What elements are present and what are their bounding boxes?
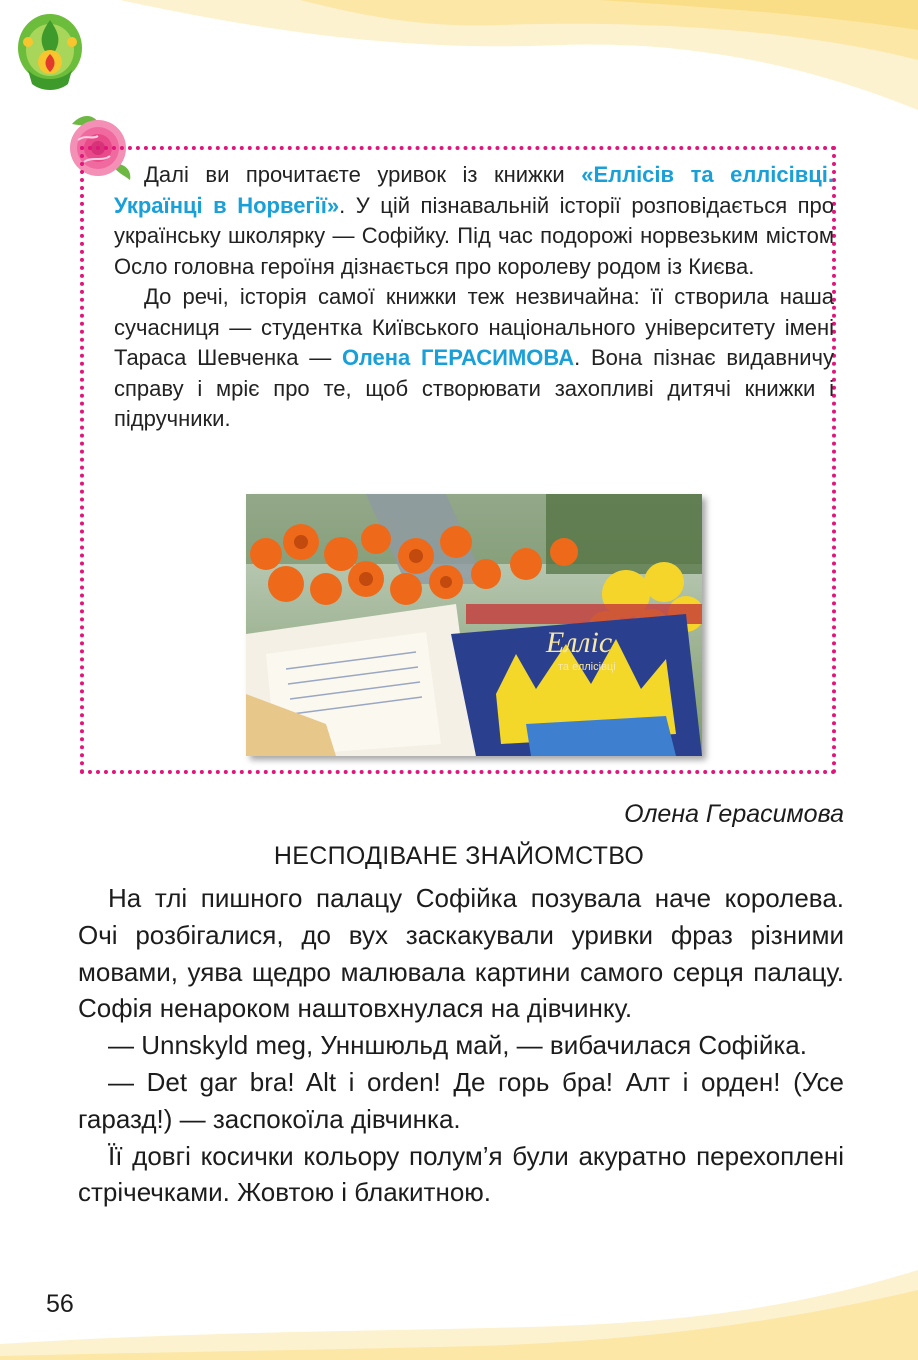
book-cover-title: Елліс	[546, 626, 613, 659]
story-paragraph: — Unnskyld meg, Унншюльд май, — вибачилася Софійка.	[108, 1030, 807, 1061]
intro-paragraph-2	[114, 282, 834, 435]
book-photo	[246, 494, 702, 756]
top-wave-decoration	[0, 0, 918, 130]
folk-ornament-logo-icon	[14, 8, 86, 94]
intro-p1-text: Далі ви прочитаєте уривок із книжки	[144, 162, 582, 187]
book-cover-subtitle: та еллісівці	[558, 661, 616, 673]
story-author: Олена Герасимова	[624, 800, 844, 828]
intro-text	[114, 160, 834, 435]
intro-p2-text-end: . Вона пізнає видавничу справу і мріє про те, щоб створювати захопливі дитячі книжки і підручники.	[114, 345, 834, 431]
author-name-highlight: Олена ГЕРАСИМОВА	[342, 345, 575, 370]
intro-paragraph-1	[114, 160, 834, 282]
intro-p2-text: До речі, історія самої книжки теж незвичайна: її створила наша сучасниця — студентка Київського національного університету імені Тараса Шевченка —	[114, 284, 834, 370]
page-number: 56	[46, 1290, 74, 1318]
bottom-wave-decoration	[0, 1270, 918, 1360]
story-text	[78, 880, 844, 1211]
story-title: НЕСПОДІВАНЕ ЗНАЙОМСТВО	[273, 842, 645, 870]
story-paragraph: — Det gar bra! Alt i orden! Де горь бра! Алт і орден! (Усе гаразд!) — заспокоїла дівчинка.	[78, 1066, 844, 1134]
story-paragraph: На тлі пишного палацу Софійка позувала наче королева. Очі розбігалися, до вух заскакували уривки фраз різними мовами, уява щедро малювала картини самого серця палацу. Софія ненароком наштовхнулася на дівчинку.	[78, 883, 844, 1024]
story-paragraph: Її довгі косички кольору полум’я були акуратно перехоплені стрічечками. Жовтою і блакитною.	[78, 1140, 844, 1208]
intro-p1-text-end: . У цій пізнавальній історії розповідається про українську школярку — Софійку. Під час подорожі норвезьким містом Осло головна героїня дізнається про королеву родом із Києва.	[114, 192, 835, 279]
book-title-highlight: «Еллісів та еллісівці. Українці в Норвегії»	[114, 162, 835, 218]
